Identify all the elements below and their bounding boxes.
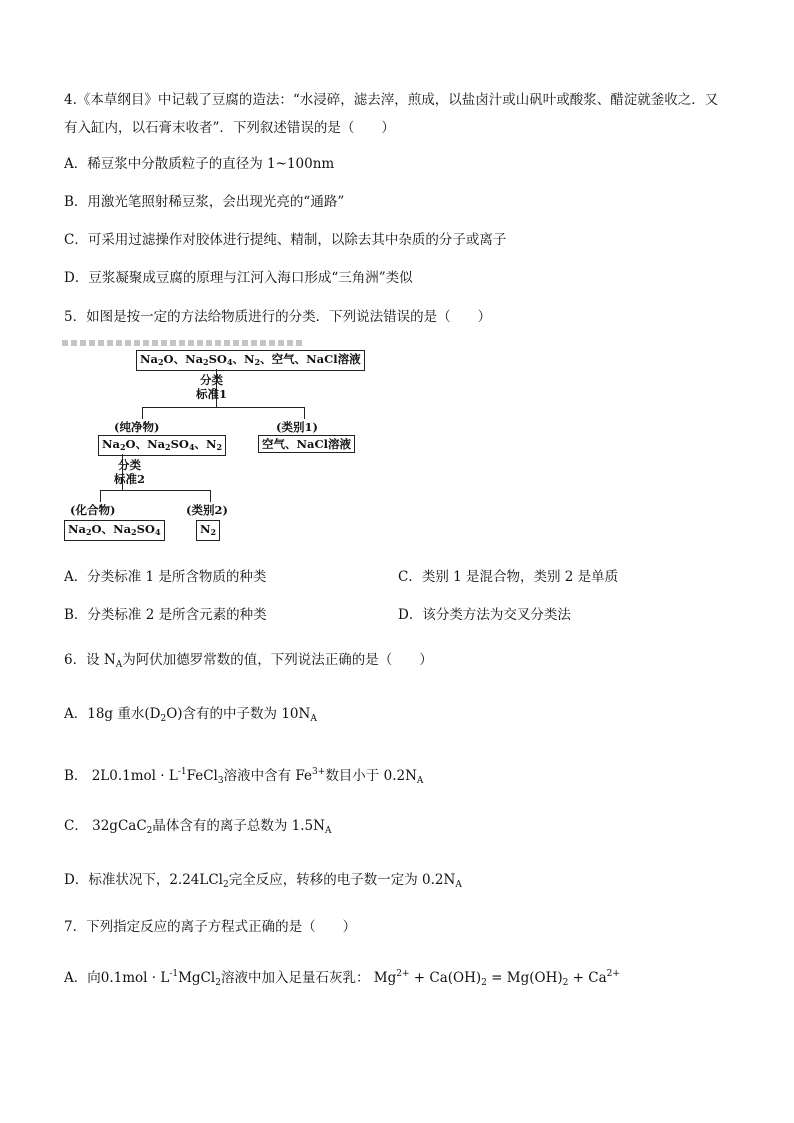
standard1-label: 分类 标准1 <box>196 373 228 401</box>
compound-box: $Na_2O$、$Na_2SO_4$ <box>64 520 165 541</box>
q5-option-c: C．类别 1 是混合物，类别 2 是单质 <box>398 569 619 585</box>
category2-label: (类别2) <box>186 503 228 517</box>
q4-stem-line1: 4.《本草纲目》中记载了豆腐的造法：“水浸碎，滤去滓，煎成，以盐卤汁或山矾叶或酸浆、醋淀就釜收之．又 <box>64 92 719 108</box>
q4-option-c: C．可采用过滤操作对胶体进行提纯、精制，以除去其中杂质的分子或离子 <box>64 232 507 248</box>
q6-option-b: B． $2L0.1mol \cdot L^{-1}FeCl_3$溶液中含有 $Fe^{3+}$数目小于 $0.2N_A$ <box>64 767 424 786</box>
q6-option-a: A．18g 重水$(D_2O)$含有的中子数为 $10N_A$ <box>64 706 317 724</box>
q6-option-d: D．标准状况下，2.24LCl$_2$完全反应，转移的电子数一定为 $0.2N_A$ <box>64 872 462 890</box>
q5-option-b: B．分类标准 2 是所含元素的种类 <box>64 607 267 623</box>
pure-substance-label: (纯净物) <box>114 420 160 434</box>
q6-option-c: C． 32gCaC$_2$晶体含有的离子总数为 $1.5N_A$ <box>64 818 332 836</box>
connector <box>142 407 143 419</box>
q4-option-d: D．豆浆凝聚成豆腐的原理与江河入海口形成“三角洲”类似 <box>64 270 413 286</box>
top-box: $Na_2O$、$Na_2SO_4$、$N_2$、空气、NaCl溶液 <box>136 350 365 371</box>
category2-box: $N_2$ <box>196 520 220 541</box>
q5-option-a: A．分类标准 1 是所含物质的种类 <box>64 569 267 585</box>
q7-stem: 7．下列指定反应的离子方程式正确的是（ ） <box>64 919 357 935</box>
q4-option-a: A．稀豆浆中分散质粒子的直径为 1~100nm <box>64 156 335 172</box>
connector <box>142 407 304 408</box>
q4-option-b: B．用激光笔照射稀豆浆，会出现光亮的“通路” <box>64 194 345 210</box>
q6-stem: 6．设 $N_A$为阿伏加德罗常数的值，下列说法正确的是（ ） <box>64 652 433 670</box>
connector <box>100 490 210 491</box>
connector <box>210 490 211 502</box>
category1-box: 空气、NaCl溶液 <box>258 435 355 453</box>
scan-artifact <box>62 340 302 346</box>
standard2-label: 分类 标准2 <box>114 458 146 486</box>
q7-option-a: A．向$0.1mol \cdot L^{-1}MgCl_2$溶液中加入足量石灰乳： $Mg^{2+} + Ca(OH)_2 = Mg(OH)_2 + Ca^{2+}$ <box>64 969 620 988</box>
compound-label: (化合物) <box>70 503 116 517</box>
q4-stem-line2: 有入缸内，以石膏末收者”．下列叙述错误的是（ ） <box>64 120 395 136</box>
pure-substance-box: $Na_2O$、$Na_2SO_4$、$N_2$ <box>98 435 226 456</box>
classification-diagram <box>62 342 362 547</box>
q5-option-d: D．该分类方法为交叉分类法 <box>398 607 571 623</box>
q5-stem: 5．如图是按一定的方法给物质进行的分类．下列说法错误的是（ ） <box>64 309 492 325</box>
connector <box>304 407 305 419</box>
category1-label: (类别1) <box>276 420 318 434</box>
connector <box>100 490 101 502</box>
